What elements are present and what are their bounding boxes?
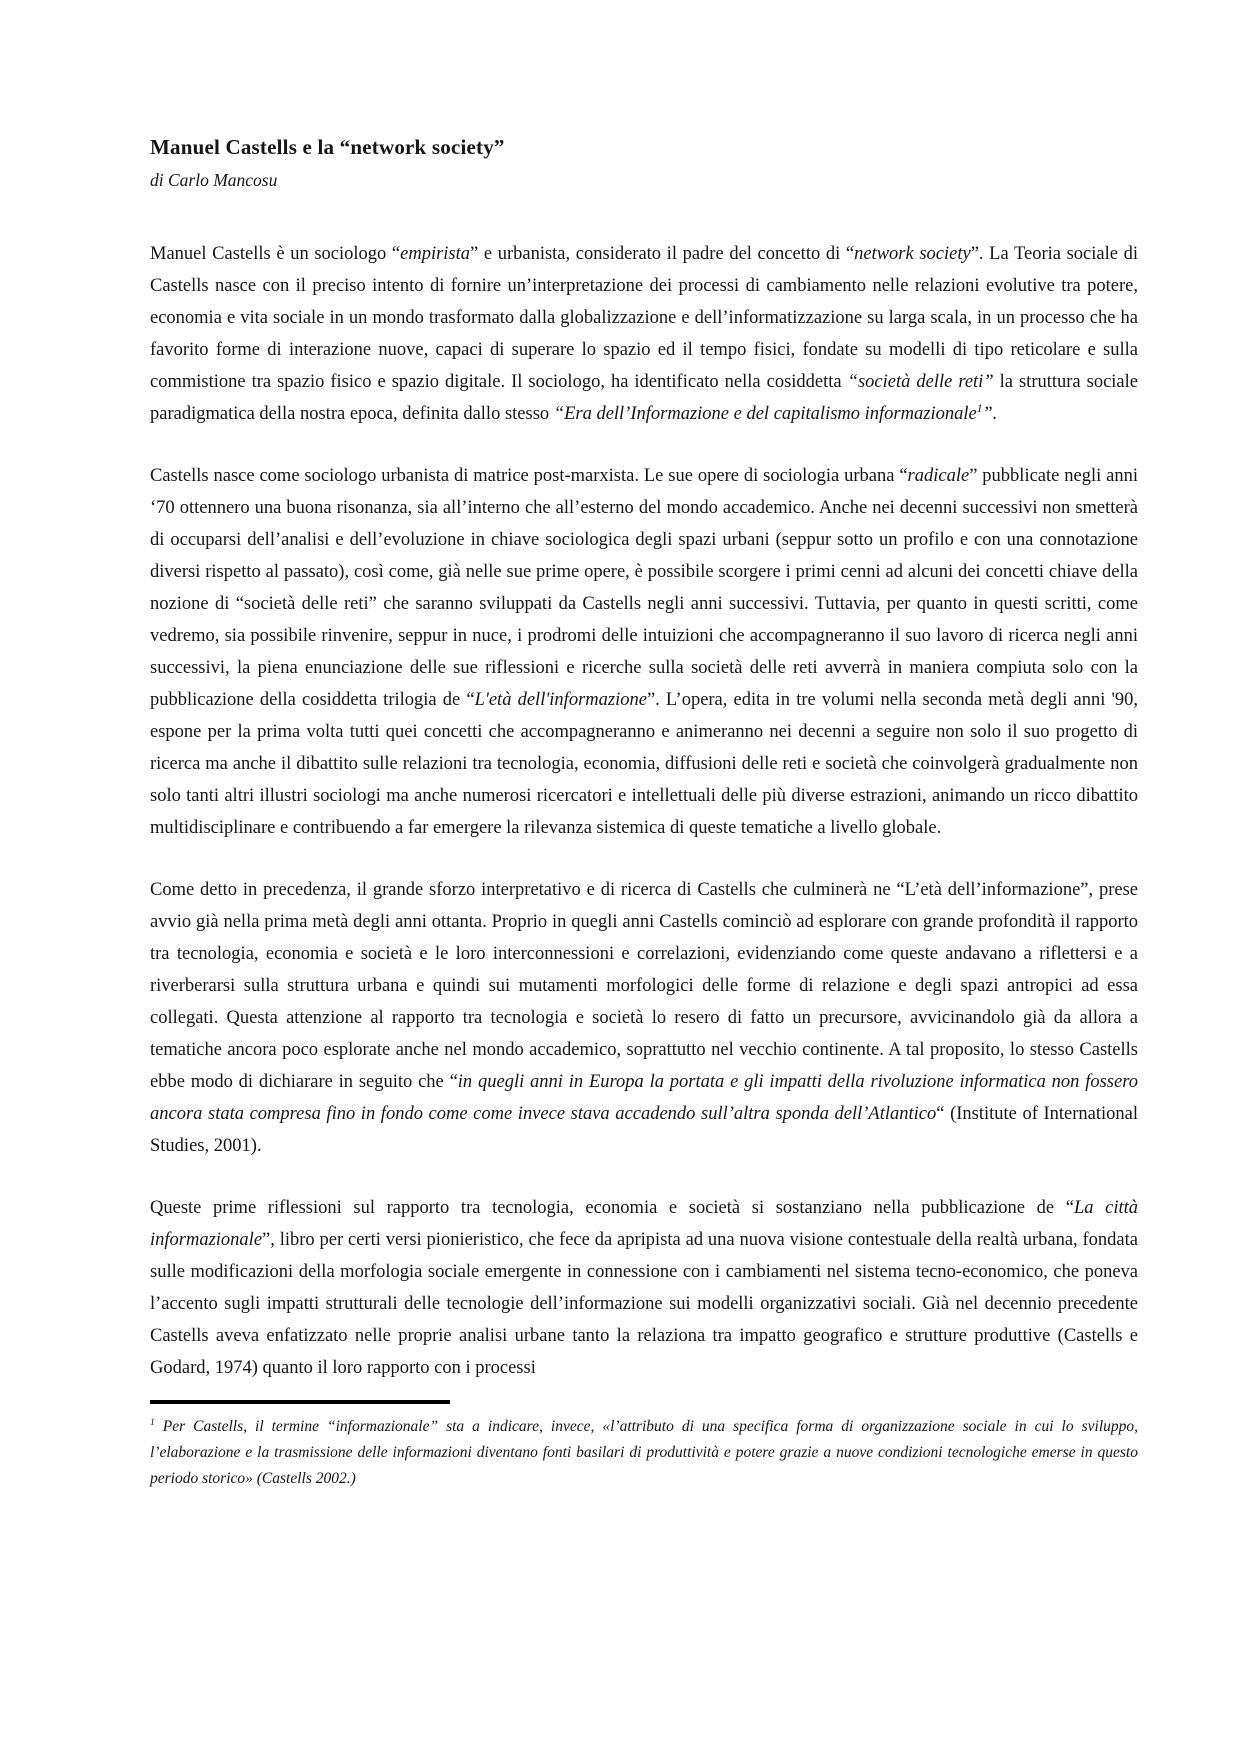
text-segment: Per Castells, il termine “informazionale” sta a indicare, invece, «l’attributo di una specifica forma di organizzazione sociale in cui lo sviluppo, l’elaborazione e la trasmissione delle informazioni diventano fonti basilari di produttività e potere grazie a nuove condizioni tecnologiche emerse in questo periodo storico» (Castells 2002.) [150,1418,1138,1487]
text-segment: Come detto in precedenza, il grande sforzo interpretativo e di ricerca di Castells che culminerà ne “L’età dell’informazione”, prese avvio già nella prima metà degli anni ottanta. Proprio in quegli anni Castells cominciò ad esplorare con grande profondità il rapporto tra tecnologia, economia e società e le loro interconnessioni e correlazioni, evidenziando come queste andavano a riflettersi e a riverberarsi sulla struttura urbana e quindi sui mutamenti morfologici delle forme di relazione e degli spazi antropici ad essa collegati. Questa attenzione al rapporto tra tecnologia e società lo resero di fatto un precursore, avvicinandolo già da allora a tematiche ancora poco esplorate anche nel mondo accademico, soprattutto nel vecchio continente. A tal proposito, lo stesso Castells ebbe modo di dichiarare in seguito che “ [150,880,1138,1092]
text-segment: ”. [982,404,998,424]
text-segment: empirista [400,244,471,264]
text-segment: “ (Institute of International Studies, 2001). [150,1104,1138,1156]
text-segment: Queste prime riflessioni sul rapporto tra tecnologia, economia e società si sostanziano nella pubblicazione de “ [150,1198,1074,1218]
text-segment: ” pubblicate negli anni ‘70 ottennero una buona risonanza, sia all’interno che all’esterno del mondo accademico. Anche nei decenni successivi non smetterà di occuparsi dell’analisi e dell’evoluzione in chiave sociologica degli spazi urbani (seppur sotto un profilo e con una connotazione diversi rispetto al passato), così come, già nelle sue prime opere, è possibile scorgere i primi cenni ad alcuni dei concetti chiave della nozione di “società delle reti” che saranno sviluppati da Castells negli anni successivi. Tuttavia, per quanto in questi scritti, come vedremo, sia possibile rinvenire, seppur in nuce, i prodromi delle intuizioni che accompagneranno il suo lavoro di ricerca negli anni successivi, la piena enunciazione delle sue riflessioni e ricerche sulla società delle reti avverrà in maniera compiuta solo con la pubblicazione della cosiddetta trilogia de “ [150,466,1139,710]
page-title: Manuel Castells e la “network society” [150,135,505,159]
text-segment: ” e urbanista, considerato il padre del concetto di “ [470,244,855,264]
text-segment: “Era dell’Informazione e del capitalismo informazionale [553,404,977,424]
text-segment: network society [854,244,971,264]
body-paragraph-2 [150,460,1138,844]
document-body [150,238,1138,1384]
text-segment: in quegli anni in Europa la portata e gli impatti della rivoluzione informatica non fossero ancora stata compresa fino in fondo come come invece stava accadendo sull’altra sponda dell’Atlantico [150,1072,1138,1124]
text-segment: “società delle reti” [847,372,994,392]
body-paragraph-1 [150,238,1138,430]
text-segment: la struttura sociale paradigmatica della nostra epoca, definita dallo stesso [150,372,1138,424]
text-segment: 1 [976,402,983,415]
text-segment: L'età dell'informazione [474,690,647,710]
body-paragraph-4 [150,1192,1138,1384]
text-segment: 1 [150,1416,155,1428]
byline: di Carlo Mancosu [150,170,278,190]
text-segment: ”. L’opera, edita in tre volumi nella seconda metà degli anni '90, espone per la prima volta tutti quei concetti che accompagneranno e animeranno nei decenni a seguire non solo il suo progetto di ricerca ma anche il dibattito sulle relazioni tra tecnologia, economia, diffusioni delle reti e società che coinvolgerà gradualmente non solo tanti altri illustri sociologi ma anche numerosi ricercatori e intellettuali delle più diverse estrazioni, animando un ricco dibattito multidisciplinare e contribuendo a far emergere la rilevanza sistemica di queste tematiche a livello globale. [150,690,1138,838]
text-segment: La città informazionale [150,1198,1139,1250]
footnote-separator [150,1400,450,1404]
text-segment: ”, libro per certi versi pionieristico, che fece da apripista ad una nuova visione contestuale della realtà urbana, fondata sulle modificazioni della morfologia sociale emergente in connessione con i cambiamenti nel sistema tecno-economico, che poneva l’accento sugli impatti strutturali delle tecnologie dell’informazione sui modelli organizzativi sociali. Già nel decennio precedente Castells aveva enfatizzato nelle proprie analisi urbane tanto la relaziona tra impatto geografico e strutture produttive (Castells e Godard, 1974) quanto il loro rapporto con i processi [150,1230,1138,1378]
text-segment: ”. La Teoria sociale di Castells nasce con il preciso intento di fornire un’interpretazione dei processi di cambiamento nelle relazioni evolutive tra potere, economia e vita sociale in un mondo trasformato dalla globalizzazione e dell’informatizzazione su larga scala, in un processo che ha favorito forme di interazione nuove, capaci di superare lo spazio ed il tempo fisici, fondate su modelli di tipo reticolare e sulla commistione tra spazio fisico e spazio digitale. Il sociologo, ha identificato nella cosiddetta [150,244,1138,392]
footnote-text [150,1414,1138,1492]
text-segment: Castells nasce come sociologo urbanista di matrice post-marxista. Le sue opere di sociologia urbana “ [150,466,908,486]
text-segment: radicale [907,466,970,486]
text-segment: Manuel Castells è un sociologo “ [150,244,401,264]
body-paragraph-3 [150,874,1138,1162]
